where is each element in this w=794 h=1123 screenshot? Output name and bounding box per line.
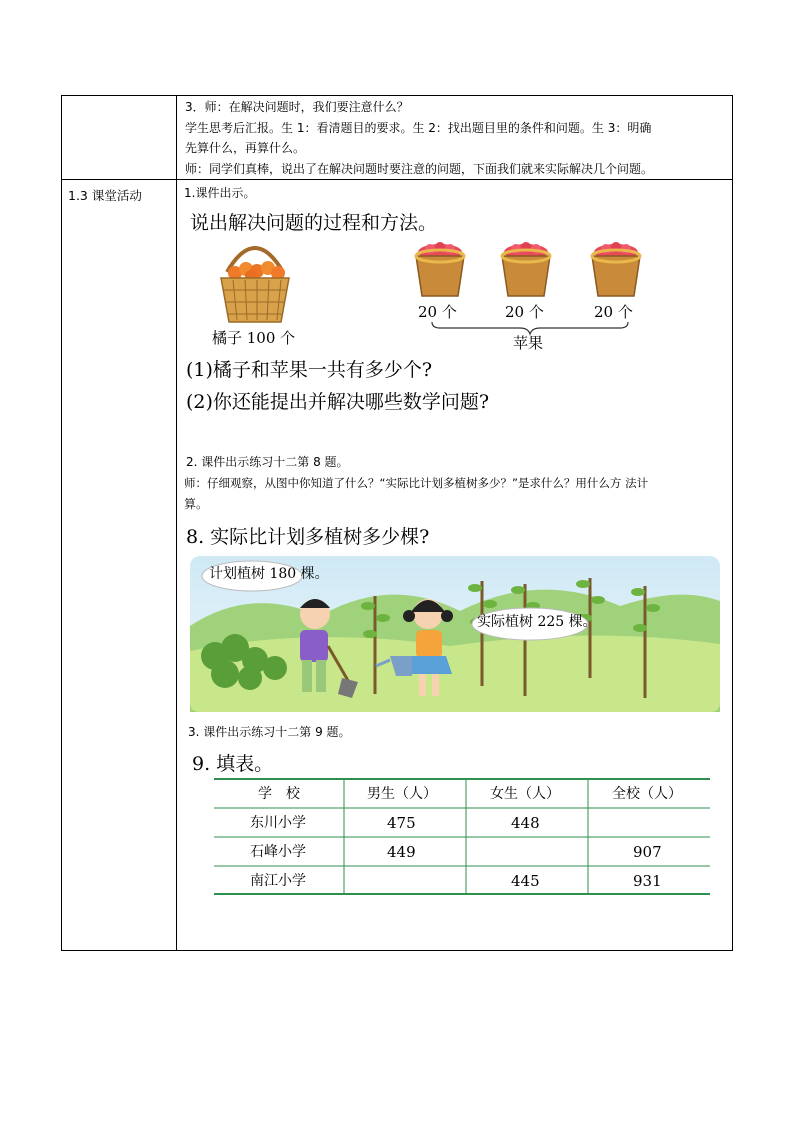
fig9-title: 9. 填表。	[192, 753, 274, 775]
row1-line1: 3．师：在解决问题时，我们要注意什么？	[185, 100, 409, 114]
orange-basket-illustration	[215, 232, 295, 327]
apple-label: 苹果	[513, 334, 544, 352]
table-row3-school: 南江小学	[250, 873, 306, 889]
apple-count-2: 20 个	[505, 303, 544, 321]
table-row2-total: 907	[633, 843, 662, 861]
plan-bubble-text: 计划植树 180 棵。	[209, 566, 329, 582]
table-header-total: 全校（人）	[612, 786, 682, 802]
row-divider	[61, 179, 733, 180]
table-header-boys: 男生（人）	[367, 786, 437, 802]
item2-teacher-line-b: 算。	[184, 497, 209, 511]
apple-count-1: 20 个	[418, 303, 457, 321]
table-row1-school: 东川小学	[250, 815, 306, 831]
fig1-question-2: (2)你还能提出并解决哪些数学问题?	[186, 391, 490, 413]
section-label: 1.3 课堂活动	[68, 188, 142, 203]
table-header-school: 学 校	[258, 786, 300, 802]
table-header-girls: 女生（人）	[490, 786, 560, 802]
table-row1-girls: 448	[511, 814, 540, 832]
fig1-heading: 说出解决问题的过程和方法。	[190, 212, 438, 234]
table-row2-school: 石峰小学	[250, 844, 306, 860]
table-row3-total: 931	[633, 872, 662, 890]
item2-text: 2. 课件出示练习十二第 8 题。	[186, 455, 349, 469]
orange-label: 橘子 100 个	[212, 329, 296, 347]
fig1-question-1: (1)橘子和苹果一共有多少个?	[186, 359, 433, 381]
row1-line4: 师：同学们真棒，说出了在解决问题时要注意的问题，下面我们就来实际解决几个问题。	[185, 162, 654, 176]
table-row1-boys: 475	[387, 814, 416, 832]
table-row3-girls: 445	[511, 872, 540, 890]
column-divider	[176, 95, 177, 951]
row1-line3: 先算什么，再算什么。	[185, 141, 306, 155]
item2-teacher-line-a: 师：仔细观察，从图中你知道了什么？“实际比计划多植树多少？”是求什么？用什么方 法计	[184, 476, 649, 490]
apple-count-3: 20 个	[594, 303, 633, 321]
row1-line2: 学生思考后汇报。生 1：看清题目的要求。生 2：找出题目里的条件和问题。生 3：明确	[185, 121, 652, 135]
fig8-title: 8. 实际比计划多植树多少棵?	[186, 526, 430, 548]
item3-text: 3. 课件出示练习十二第 9 题。	[188, 725, 351, 739]
actual-bubble-text: 实际植树 225 棵。	[477, 614, 597, 630]
item1-text: 1.课件出示。	[184, 186, 256, 200]
apple-baskets-illustration	[412, 238, 647, 303]
table-row2-boys: 449	[387, 843, 416, 861]
